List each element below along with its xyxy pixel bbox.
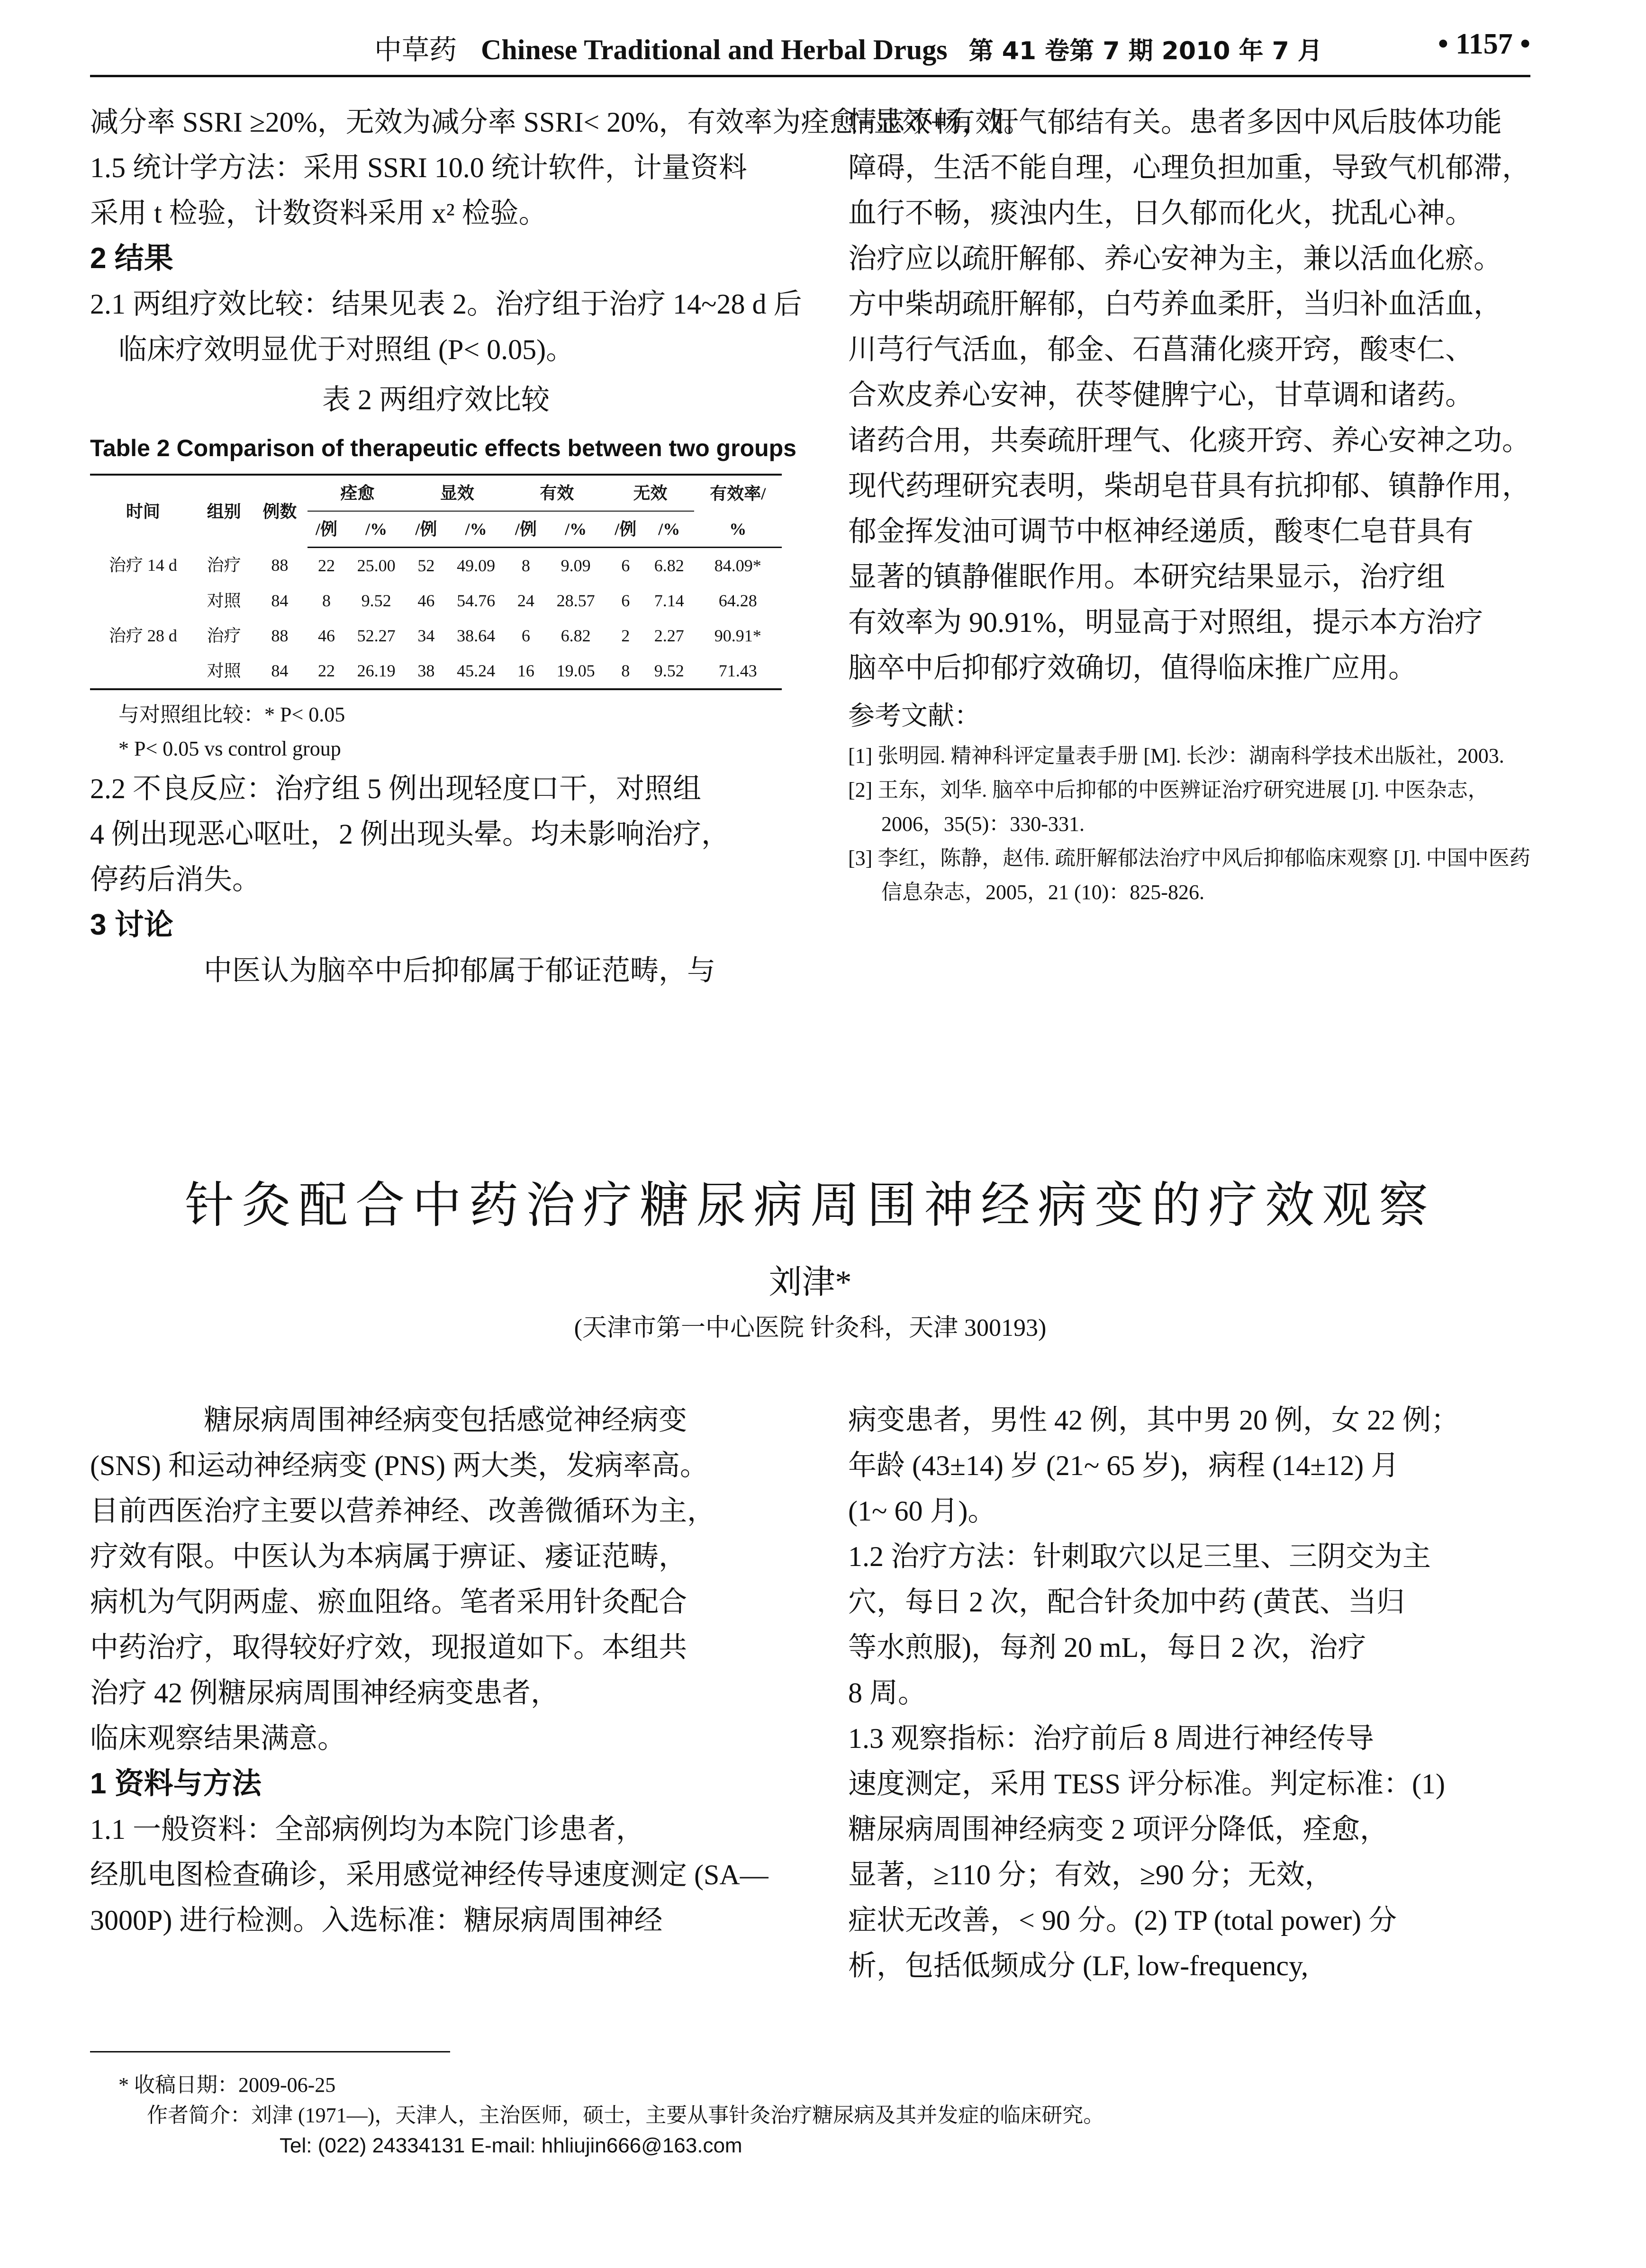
section-heading-methods: 1 资料与方法	[90, 1767, 262, 1800]
body-line: 疗效有限。中医认为本病属于痹证、痿证范畴，	[90, 1541, 687, 1572]
article-affiliation: (天津市第一中心医院 针灸科，天津 300193)	[574, 1314, 1047, 1341]
cell: 治疗 14 d	[109, 556, 177, 575]
cell: 6.82	[561, 626, 591, 645]
table-row	[90, 583, 782, 618]
reference-item: [1] 张明园. 精神科评定量表手册 [M]. 长沙：湖南科学技术出版社，2003.	[848, 744, 1504, 767]
table-header: 例数	[252, 475, 307, 548]
article-title: 针灸配合中药治疗糖尿病周围神经病变的疗效观察	[184, 1176, 1436, 1234]
section-heading-discussion: 3 讨论	[90, 909, 173, 941]
table-header: 有效率/	[694, 475, 782, 511]
body-line: 显著，≥110 分；有效，≥90 分；无效，	[848, 1859, 1333, 1890]
cell: 88	[271, 556, 289, 575]
body-line: 穴，每日 2 次，配合针灸加中药 (黄芪、当归	[848, 1586, 1405, 1618]
cell: 2	[621, 626, 630, 645]
body-line: 情志不畅，肝气郁结有关。患者多因中风后肢体功能	[848, 107, 1502, 138]
body-line: 目前西医治疗主要以营养神经、改善微循环为主，	[90, 1495, 715, 1527]
article-author: 刘津*	[769, 1264, 852, 1301]
cell: 19.05	[545, 653, 607, 689]
cell: 34	[417, 626, 435, 645]
cell: 88	[271, 626, 289, 645]
body-line: 临床疗效明显优于对照组 (P< 0.05)。	[118, 334, 575, 365]
table-subheader: /%	[445, 511, 507, 548]
table-header: 无效	[607, 475, 694, 511]
body-line: 中药治疗，取得较好疗效，现报道如下。本组共	[90, 1632, 687, 1663]
cell: 16	[507, 653, 544, 689]
cell: 治疗	[207, 556, 241, 575]
body-line: 减分率 SSRI ≥20%，无效为减分率 SSRI< 20%，有效率为痊愈+显效+有效。	[90, 107, 1032, 138]
journal-issue: 第 41 卷第 7 期 2010 年 7 月	[968, 37, 1322, 65]
body-line: 年龄 (43±14) 岁 (21~ 65 岁)，病程 (14±12) 月	[848, 1450, 1400, 1481]
body-line: 1.3 观察指标：治疗前后 8 周进行神经传导	[848, 1723, 1374, 1754]
table-subheader: /%	[644, 511, 694, 548]
body-line: 诸药合用，共奏疏肝理气、化痰开窍、养心安神之功。	[848, 425, 1530, 456]
body-line: 1.5 统计学方法：采用 SSRI 10.0 统计软件，计量资料	[90, 152, 747, 183]
cell: 6	[521, 626, 530, 645]
body-line: 合欢皮养心安神，茯苓健脾宁心，甘草调和诸药。	[848, 379, 1474, 411]
cell: 9.09	[561, 556, 591, 575]
body-line: 经肌电图检查确诊，采用感觉神经传导速度测定 (SA—	[90, 1859, 769, 1890]
cell: 38.64	[457, 626, 496, 645]
cell: 90.91*	[714, 626, 761, 645]
footnote-contact: Tel: (022) 24334131 E-mail: hhliujin666@163.com	[280, 2134, 742, 2157]
cell: 45.24	[445, 653, 507, 689]
body-line: 治疗 42 例糖尿病周围神经病变患者，	[90, 1677, 559, 1709]
table-row	[90, 653, 782, 689]
section-heading-results: 2 结果	[90, 242, 173, 275]
table-header: 时间	[90, 475, 196, 548]
body-line: 3000P) 进行检测。入选标准：糖尿病周围神经	[90, 1905, 663, 1936]
page-number: • 1157 •	[1438, 28, 1530, 60]
cell: 52	[417, 556, 435, 575]
body-line: 糖尿病周围神经病变包括感觉神经病变	[204, 1404, 687, 1436]
body-line: 糖尿病周围神经病变 2 项评分降低，痊愈，	[848, 1814, 1388, 1845]
table-row	[90, 618, 782, 653]
cell: 84.09*	[714, 556, 761, 575]
body-line: 2.1 两组疗效比较：结果见表 2。治疗组于治疗 14~28 d 后	[90, 288, 802, 320]
cell: 对照	[207, 591, 241, 610]
table-title-cn: 表 2 两组疗效比较	[322, 384, 550, 415]
cell: 38	[407, 653, 445, 689]
cell: 46	[417, 591, 435, 610]
body-line: 等水煎服)，每剂 20 mL，每日 2 次，治疗	[848, 1632, 1366, 1663]
body-line: 现代药理研究表明，柴胡皂苷具有抗抑郁、镇静作用，	[848, 470, 1530, 502]
cell: 治疗	[207, 626, 241, 645]
cell: 8	[607, 653, 644, 689]
body-line: 显著的镇静催眠作用。本研究结果显示，治疗组	[848, 561, 1445, 593]
table-header: 痊愈	[307, 475, 407, 511]
body-line: 有效率为 90.91%，明显高于对照组，提示本方治疗	[848, 607, 1483, 638]
cell	[90, 583, 196, 618]
body-line: 4 例出现恶心呕吐，2 例出现头晕。均未影响治疗，	[90, 819, 730, 850]
cell: 9.52	[644, 653, 694, 689]
table-header: 显效	[407, 475, 507, 511]
footnote-bio: 作者简介：刘津 (1971—)，天津人，主治医师，硕士，主要从事针灸治疗糖尿病及其并发症的临床研究。	[147, 2104, 1104, 2127]
body-line: 2.2 不良反应：治疗组 5 例出现轻度口干，对照组	[90, 773, 701, 804]
body-line: (1~ 60 月)。	[848, 1495, 996, 1527]
cell: 2.27	[654, 626, 684, 645]
table-subheader: %	[694, 511, 782, 548]
cell: 46	[317, 626, 335, 645]
body-line: 川芎行气活血，郁金、石菖蒲化痰开窍，酸枣仁、	[848, 334, 1474, 365]
reference-item: [2] 王东，刘华. 脑卒中后抑郁的中医辨证治疗研究进展 [J]. 中医杂志，2006，35(5)：330-331.	[848, 778, 1489, 836]
footnote-received: * 收稿日期：2009-06-25	[118, 2073, 336, 2097]
table-subheader: /例	[307, 511, 345, 548]
journal-name-en: Chinese Traditional and Herbal Drugs	[481, 34, 948, 65]
references-heading: 参考文献：	[848, 702, 981, 731]
footnote-rule	[90, 2051, 450, 2052]
cell: 8	[521, 556, 530, 575]
table-subheader: /%	[345, 511, 407, 548]
body-line: 中医认为脑卒中后抑郁属于郁证范畴，与	[204, 955, 715, 986]
body-line: 郁金挥发油可调节中枢神经递质，酸枣仁皂苷具有	[848, 516, 1474, 547]
header-rule	[90, 75, 1530, 77]
footnote	[118, 2070, 1530, 2161]
body-line: 方中柴胡疏肝解郁，白芍养血柔肝，当归补血活血，	[848, 288, 1502, 320]
cell: 52.27	[357, 626, 396, 645]
body-line: 血行不畅，痰浊内生，日久郁而化火，扰乱心神。	[848, 198, 1474, 229]
body-line: 速度测定，采用 TESS 评分标准。判定标准：(1)	[848, 1768, 1445, 1800]
table-row	[90, 548, 782, 584]
cell: 治疗 28 d	[109, 626, 177, 645]
article2-left-column	[90, 1397, 782, 1943]
body-line: 治疗应以疏肝解郁、养心安神为主，兼以活血化瘀。	[848, 243, 1502, 274]
cell: 84	[271, 591, 289, 610]
cell: 6.82	[654, 556, 684, 575]
table-subheader: /%	[545, 511, 607, 548]
cell	[90, 653, 196, 689]
table-title-en: Table 2 Comparison of therapeutic effects between two groups	[90, 435, 796, 461]
reference-item: [3] 李红，陈静，赵伟. 疏肝解郁法治疗中风后抑郁临床观察 [J]. 中国中医药信息杂志，2005，21 (10)：825-826.	[848, 846, 1530, 904]
article2-right-column	[848, 1397, 1540, 1989]
table-subheader: /例	[407, 511, 445, 548]
body-line: 采用 t 检验，计数资料采用 x² 检验。	[90, 198, 547, 229]
table-subheader: /例	[607, 511, 644, 548]
cell: 22	[317, 556, 335, 575]
table-header: 组别	[196, 475, 252, 548]
body-line: 症状无改善，< 90 分。(2) TP (total power) 分	[848, 1905, 1397, 1936]
body-line: 病机为气阴两虚、瘀血阻络。笔者采用针灸配合	[90, 1586, 687, 1618]
body-line: (SNS) 和运动神经病变 (PNS) 两大类，发病率高。	[90, 1450, 709, 1481]
cell: 49.09	[457, 556, 496, 575]
table-note-en: * P< 0.05 vs control group	[118, 737, 341, 760]
cell: 9.52	[361, 591, 391, 610]
cell: 28.57	[556, 591, 595, 610]
cell: 84	[252, 653, 307, 689]
right-column	[848, 99, 1540, 909]
body-line: 临床观察结果满意。	[90, 1723, 346, 1754]
table-note-cn: 与对照组比较：* P< 0.05	[118, 703, 345, 726]
cell: 26.19	[345, 653, 407, 689]
cell: 25.00	[357, 556, 396, 575]
cell: 24	[517, 591, 534, 610]
cell: 对照	[196, 653, 252, 689]
journal-header	[374, 27, 1322, 67]
table-header: 有效	[507, 475, 606, 511]
body-line: 病变患者，男性 42 例，其中男 20 例，女 22 例；	[848, 1404, 1459, 1436]
body-line: 1.1 一般资料：全部病例均为本院门诊患者，	[90, 1814, 644, 1845]
cell: 22	[307, 653, 345, 689]
body-line: 停药后消失。	[90, 864, 261, 895]
body-line: 8 周。	[848, 1677, 926, 1709]
body-line: 1.2 治疗方法：针刺取穴以足三里、三阴交为主	[848, 1541, 1431, 1572]
cell: 8	[322, 591, 331, 610]
efficacy-table	[90, 474, 782, 690]
cell: 54.76	[457, 591, 496, 610]
table-subheader: /例	[507, 511, 544, 548]
cell: 7.14	[654, 591, 684, 610]
running-header	[90, 27, 1530, 65]
cell: 71.43	[694, 653, 782, 689]
cell: 64.28	[718, 591, 757, 610]
cell: 6	[621, 556, 630, 575]
body-line: 脑卒中后抑郁疗效确切，值得临床推广应用。	[848, 652, 1417, 684]
journal-name-cn: 中草药	[374, 34, 457, 66]
body-line: 析，包括低频成分 (LF, low-frequency,	[848, 1950, 1309, 1981]
cell: 6	[621, 591, 630, 610]
body-line: 障碍，生活不能自理，心理负担加重，导致气机郁滞，	[848, 152, 1530, 183]
